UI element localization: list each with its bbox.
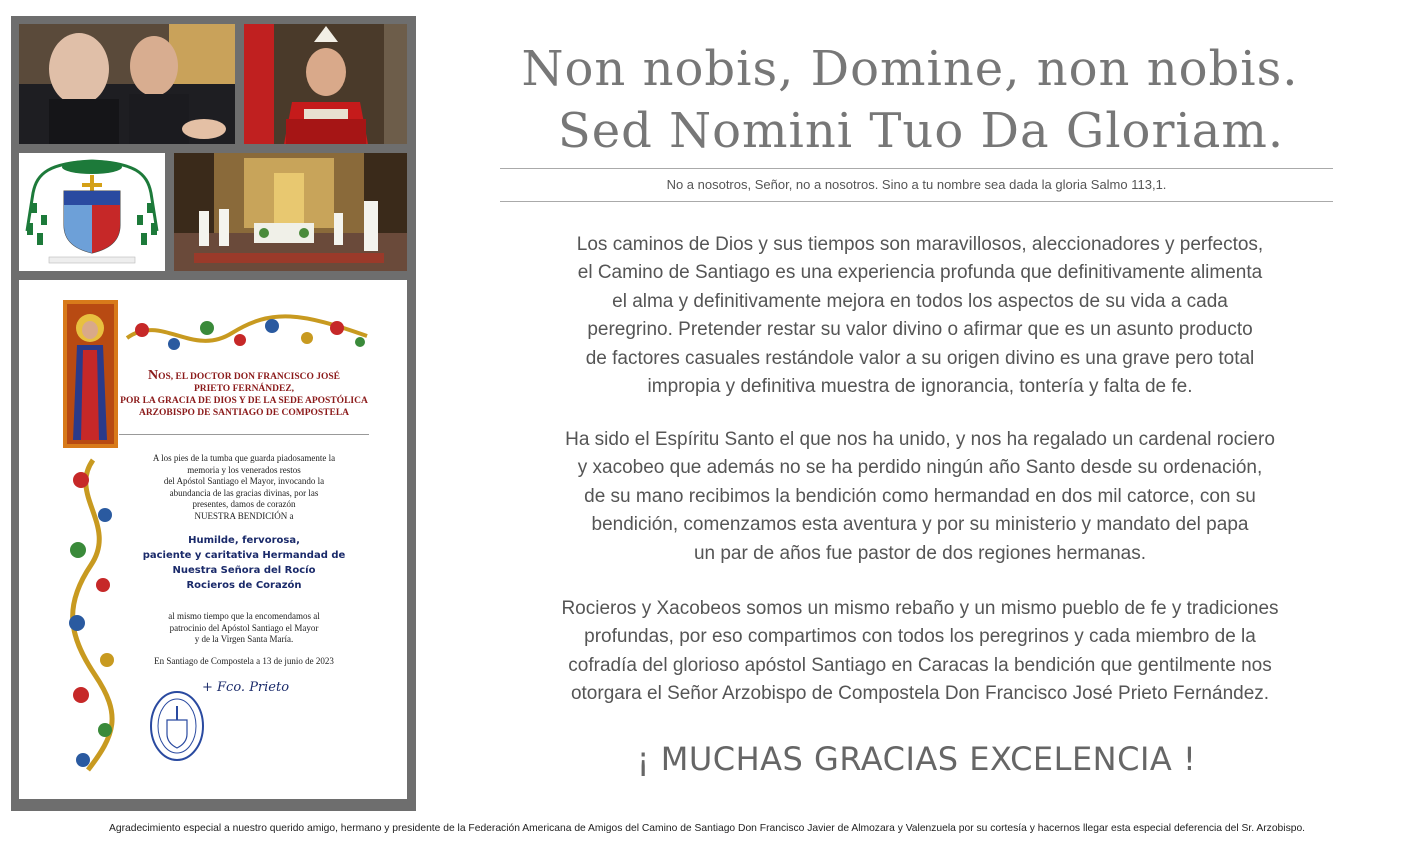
decree-body [119,453,369,522]
decree-heading [119,370,369,419]
paragraph-line: el alma y definitivamente mejora en todos los aspectos de su vida a cada [612,290,1228,312]
paragraph-line: otorgara el Señor Arzobispo de Compostela Don Francisco José Prieto Fernández. [570,683,1270,705]
paragraph-line: un par de años fue pastor de dos regiones hermanas. [693,542,1147,564]
motto-line-1: Non nobis, Domine, non nobis. [521,41,1299,97]
paragraph-line: profundas, por eso compartimos con todos los peregrinos y cada miembro de la [584,626,1256,648]
decree-closing-line: al mismo tiempo que la encomendamos al [168,611,320,621]
decree-heading-line: ARZOBISPO DE SANTIAGO DE COMPOSTELA [138,408,350,418]
paragraph-line: Ha sido el Espíritu Santo el que nos ha unido, y nos ha regalado un cardenal rociero [565,429,1275,450]
decree-heading-line: PRIETO FERNÁNDEZ, [193,384,295,394]
paragraph-1 [505,231,1335,401]
decree-closing-line: patrocinio del Apóstol Santiago el Mayor [169,622,319,633]
decree-date: En Santiago de Compostela a 13 de junio de 2023 [154,656,334,666]
decorative-vine-border [122,308,372,363]
paragraph-line: de factores casuales restándole valor a su origen divino es una grave pero total [585,347,1255,369]
photo-archbishop-reading [244,24,407,144]
latin-motto [470,38,1350,162]
bottom-divider [500,201,1333,202]
paragraph-line: y xacobeo que además no se ha perdido ningún año Santo desde su ordenación, [577,457,1263,479]
decree-closing-line: y de la Virgen Santa María. [194,634,294,644]
paragraph-3 [505,595,1335,709]
decree-heading-line: POR LA GRACIA DE DIOS Y DE LA SEDE APOSTÓLICA [120,396,368,406]
paragraph-line: Los caminos de Dios y sus tiempos son maravillosos, aleccionadores y perfectos, [576,234,1264,255]
decree-heading-line: OS, EL DOCTOR DON FRANCISCO JOSÉ [158,372,341,382]
paragraph-line: cofradía del glorioso apóstol Santiago en Caracas la bendición que gentilmente nos [568,654,1272,676]
paragraph-line: impropia y definitiva muestra de ignorancia, tontería y falta de fe. [647,376,1193,398]
decree-body-line: del Apóstol Santiago el Mayor, invocando la [163,476,325,486]
paragraph-line: Rocieros y Xacobeos somos un mismo rebaño y un mismo pueblo de fe y tradiciones [561,598,1279,619]
photo-clergy-conversation [19,24,235,144]
decree-recipient-line: paciente y caritativa Hermandad de [142,550,346,561]
decree-divider [119,434,369,435]
decree-signature: + Fco. Prieto [202,680,290,695]
paragraph-line: el Camino de Santiago es una experiencia profunda que definitivamente alimenta [577,262,1263,284]
archbishop-seal [149,690,205,762]
decree-recipient-line: Rocieros de Corazón [186,580,302,591]
paragraph-line: de su mano recibimos la bendición como hermandad en dos mil catorce, con su [584,485,1256,507]
blessing-decree [19,280,407,799]
paragraph-2 [505,426,1335,568]
archbishop-coat-of-arms [19,153,165,271]
collage-frame [11,16,416,811]
decree-recipient-line: Nuestra Señora del Rocío [172,565,316,576]
motto-line-2: Sed Nomini Tuo Da Gloriam. [557,103,1285,159]
top-divider [500,168,1333,169]
paragraph-line: bendición, comenzamos esta aventura y por su ministerio y mandato del papa [591,514,1249,536]
decree-recipient-line: Humilde, fervorosa, [188,535,300,546]
decree-body-line: presentes, damos de corazón [192,499,296,509]
thanks-heading: ¡ MUCHAS GRACIAS EXCELENCIA ! [636,740,1197,778]
motto-translation: No a nosotros, Señor, no a nosotros. Sino a tu nombre sea dada la gloria Salmo 113,1. [666,177,1167,192]
saint-james-illumination [63,300,118,448]
decree-initial: N [147,368,159,383]
decorative-initial-vine [63,455,123,775]
decree-body-line: abundancia de las gracias divinas, por las [169,487,319,498]
decree-recipient [119,533,369,593]
decree-body-line: memoria y los venerados restos [187,464,301,475]
acknowledgement-footnote: Agradecimiento especial a nuestro querido amigo, hermano y presidente de la Federación Americana de Amigos del Camino de Santiago Don Francisco Javier de Almozara y Valenzuela por su cortesía y hacernos llegar esta especial deferencia del Sr. Arzobispo. [108,823,1306,834]
decree-closing [119,611,369,646]
photo-cathedral-mass [174,153,407,271]
decree-body-line: A los pies de la tumba que guarda piadosamente la [152,453,336,463]
paragraph-line: peregrino. Pretender restar su valor divino o afirmar que es un asunto producto [587,319,1253,341]
decree-body-line: NUESTRA BENDICIÓN a [194,510,294,521]
